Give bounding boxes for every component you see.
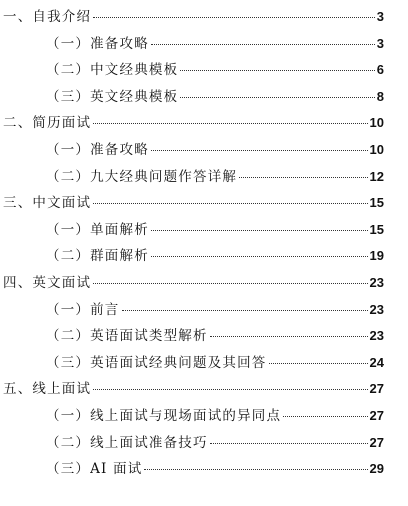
dot-leader	[269, 363, 368, 364]
toc-entry-title: （三）英语面试经典问题及其回答	[46, 354, 267, 371]
toc-page-number: 3	[376, 9, 384, 24]
toc-section-entry[interactable]	[0, 111, 408, 138]
dot-leader	[180, 70, 374, 71]
toc-page-number: 12	[369, 168, 384, 184]
toc-page-number: 27	[369, 407, 384, 423]
toc-subsection-entry[interactable]	[0, 165, 408, 192]
toc-page-number: 27	[369, 381, 384, 397]
toc-subsection-entry[interactable]	[0, 324, 408, 351]
toc-page-number: 15	[369, 195, 384, 211]
dot-leader	[151, 230, 368, 231]
toc-page-number: 15	[369, 221, 384, 237]
toc-entry-title: （一）线上面试与现场面试的异同点	[46, 407, 282, 424]
dot-leader	[151, 256, 368, 257]
toc-subsection-entry[interactable]	[0, 351, 408, 378]
dot-leader	[122, 310, 368, 311]
dot-leader	[210, 443, 368, 444]
toc-page-number: 6	[376, 62, 384, 78]
toc-entry-title: 五、线上面试	[3, 381, 92, 398]
dot-leader	[93, 389, 367, 390]
toc-entry-title: 二、简历面试	[3, 115, 92, 132]
dot-leader	[93, 123, 367, 124]
toc-entry-title: （一）前言	[46, 301, 120, 318]
toc-subsection-entry[interactable]	[0, 58, 408, 85]
toc-page-number: 19	[369, 248, 384, 264]
toc-entry-title: （二）群面解析	[46, 248, 149, 265]
toc-subsection-entry[interactable]	[0, 85, 408, 112]
toc-section-entry[interactable]	[0, 377, 408, 404]
toc-page-number: 8	[376, 88, 384, 104]
toc-entry-title: 三、中文面试	[3, 195, 92, 212]
dot-leader	[283, 416, 367, 417]
toc-subsection-entry[interactable]	[0, 298, 408, 325]
toc-entry-title: 四、英文面试	[3, 274, 92, 291]
toc-page-number: 10	[369, 141, 384, 157]
toc-entry-title: （一）准备攻略	[46, 141, 149, 158]
dot-leader	[93, 283, 367, 284]
toc-entry-title: （三）AI 面试	[46, 461, 143, 478]
toc-page-number: 23	[369, 328, 384, 344]
dot-leader	[144, 469, 367, 470]
toc-subsection-entry[interactable]	[0, 218, 408, 245]
toc-entry-title: （一）准备攻略	[46, 35, 149, 52]
toc-subsection-entry[interactable]	[0, 431, 408, 458]
toc-subsection-entry[interactable]	[0, 404, 408, 431]
toc-entry-title: （二）中文经典模板	[46, 62, 179, 79]
dot-leader	[180, 97, 374, 98]
toc-entry-title: （二）英语面试类型解析	[46, 328, 208, 345]
toc-section-entry[interactable]	[0, 191, 408, 218]
toc-section-entry[interactable]	[0, 271, 408, 298]
toc-subsection-entry[interactable]	[0, 32, 408, 59]
toc-page-number: 29	[369, 461, 384, 477]
toc-page-number: 24	[369, 354, 384, 370]
toc-page-number: 3	[376, 35, 384, 51]
toc-subsection-entry[interactable]	[0, 244, 408, 271]
toc-page-number: 23	[369, 301, 384, 317]
toc-entry-title: （一）单面解析	[46, 221, 149, 238]
toc-subsection-entry[interactable]	[0, 457, 408, 484]
toc-page-number: 23	[369, 274, 384, 290]
dot-leader	[151, 44, 375, 45]
dot-leader	[151, 150, 368, 151]
toc-entry-title: （三）英文经典模板	[46, 88, 179, 105]
toc-subsection-entry[interactable]	[0, 138, 408, 165]
toc-section-entry[interactable]	[0, 5, 408, 32]
toc-entry-title: 一、自我介绍	[3, 9, 92, 25]
dot-leader	[239, 177, 367, 178]
toc-entry-title: （二）线上面试准备技巧	[46, 434, 208, 451]
toc-page-number: 27	[369, 434, 384, 450]
dot-leader	[93, 17, 375, 18]
dot-leader	[210, 336, 368, 337]
dot-leader	[93, 203, 367, 204]
toc-entry-title: （二）九大经典问题作答详解	[46, 168, 238, 185]
toc-page-number: 10	[369, 115, 384, 131]
